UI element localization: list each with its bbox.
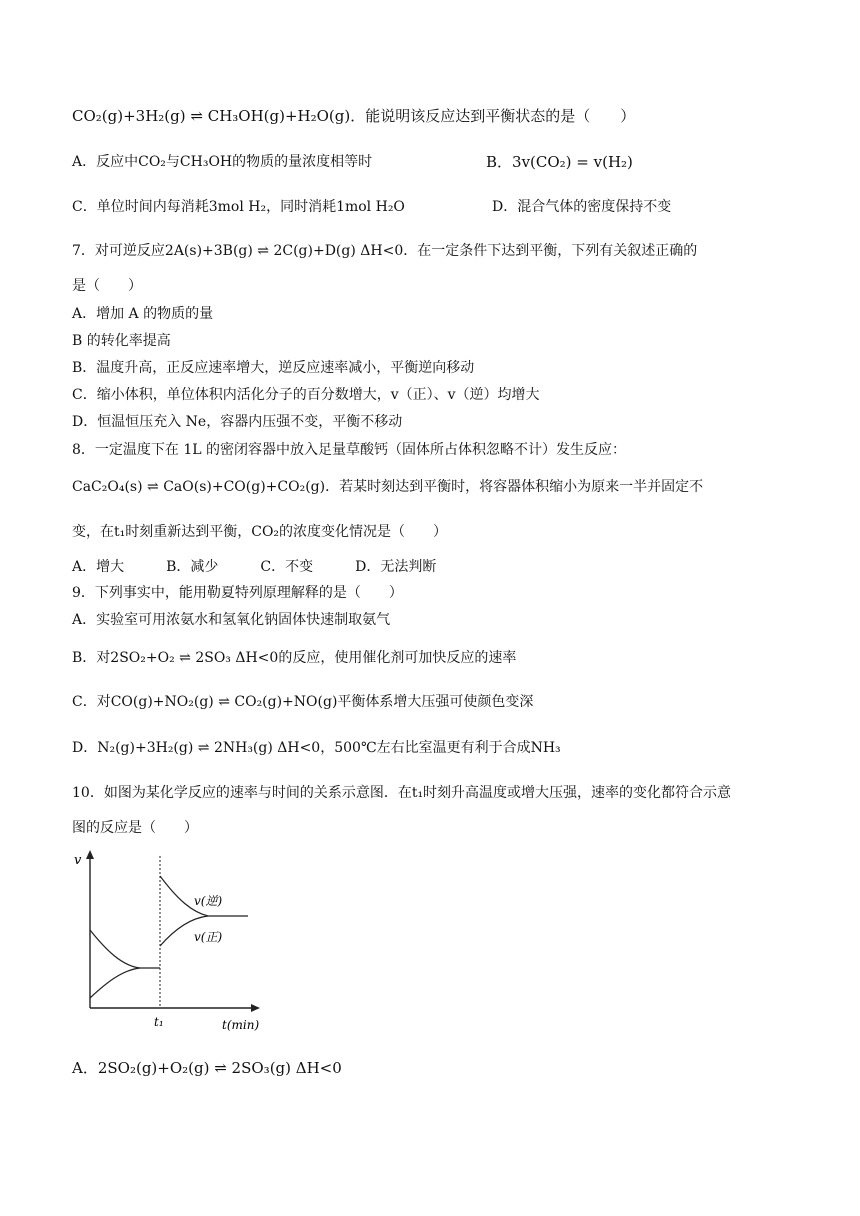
option-c-q6: C．单位时间内每消耗3mol H₂，同时消耗1mol H₂O xyxy=(72,199,405,215)
curve-upper-label: v(逆) xyxy=(194,894,223,908)
option-a-q7-cont: B 的转化率提高 xyxy=(72,333,171,349)
y-axis-arrow xyxy=(86,850,94,859)
option-a-q9: A．实验室可用浓氨水和氢氧化钠固体快速制取氨气 xyxy=(72,612,391,628)
option-b-q7: B．温度升高，正反应速率增大，逆反应速率减小，平衡逆向移动 xyxy=(72,360,475,376)
y-axis-label: v xyxy=(74,853,82,868)
question-8: 8．一定温度下在 1L 的密闭容器中放入足量草酸钙（固体所占体积忽略不计）发生反应： xyxy=(72,442,627,458)
option-a-q6: A．反应中CO₂与CH₃OH的物质的量浓度相等时 xyxy=(72,154,373,170)
curve-before-upper xyxy=(90,930,160,968)
options-q8: A．增大 B．减少 C．不变 D．无法判断 xyxy=(72,559,437,575)
option-c-q7: C．缩小体积，单位体积内活化分子的百分数增大，v（正）、v（逆）均增大 xyxy=(72,387,540,403)
option-d-q7: D．恒温恒压充入 Ne，容器内压强不变，平衡不移动 xyxy=(72,414,403,430)
question-10: 10．如图为某化学反应的速率与时间的关系示意图．在t₁时刻升高温度或增大压强，速率的变化都符合示意 xyxy=(72,785,732,801)
option-d-q9: D．N₂(g)+3H₂(g) ⇌ 2NH₃(g) ΔH<0，500℃左右比室温更有利于合成NH₃ xyxy=(72,740,561,756)
option-d-q6: D．混合气体的密度保持不变 xyxy=(492,199,672,215)
question-7: 7．对可逆反应2A(s)+3B(g) ⇌ 2C(g)+D(g) ΔH<0．在一定条件下达到平衡，下列有关叙述正确的 xyxy=(72,243,698,259)
option-b-q6: B．3v(CO₂) = v(H₂) xyxy=(486,153,633,171)
option-c-q9: C．对CO(g)+NO₂(g) ⇌ CO₂(g)+NO(g)平衡体系增大压强可使颜色变深 xyxy=(72,694,534,710)
line-1: CO₂(g)+3H₂(g) ⇌ CH₃OH(g)+H₂O(g)．能说明该反应达到平衡状态的是（ ） xyxy=(72,107,636,125)
curve-before-lower xyxy=(90,968,140,998)
curve-lower-label: v(正) xyxy=(194,930,223,944)
x-axis-label: t(min) xyxy=(222,1018,260,1032)
option-b-q9: B．对2SO₂+O₂ ⇌ 2SO₃ ΔH<0的反应，使用催化剂可加快反应的速率 xyxy=(72,650,517,666)
option-a-q7: A．增加 A 的物质的量 xyxy=(72,306,214,322)
rate-time-graph xyxy=(70,848,270,1038)
question-8-reaction: CaC₂O₄(s) ⇌ CaO(s)+CO(g)+CO₂(g)．若某时刻达到平衡时，将容器体积缩小为原来一半并固定不 xyxy=(72,479,704,495)
t1-label: t₁ xyxy=(154,1015,164,1029)
question-8-cont: 变，在t₁时刻重新达到平衡，CO₂的浓度变化情况是（ ） xyxy=(72,524,448,540)
x-axis-arrow xyxy=(251,1004,260,1012)
question-9: 9．下列事实中，能用勒夏特列原理解释的是（ ） xyxy=(72,585,403,601)
question-10-cont: 图的反应是（ ） xyxy=(72,820,198,836)
option-a-q10: A．2SO₂(g)+O₂(g) ⇌ 2SO₃(g) ΔH<0 xyxy=(72,1059,342,1077)
question-7-cont: 是（ ） xyxy=(72,278,142,294)
